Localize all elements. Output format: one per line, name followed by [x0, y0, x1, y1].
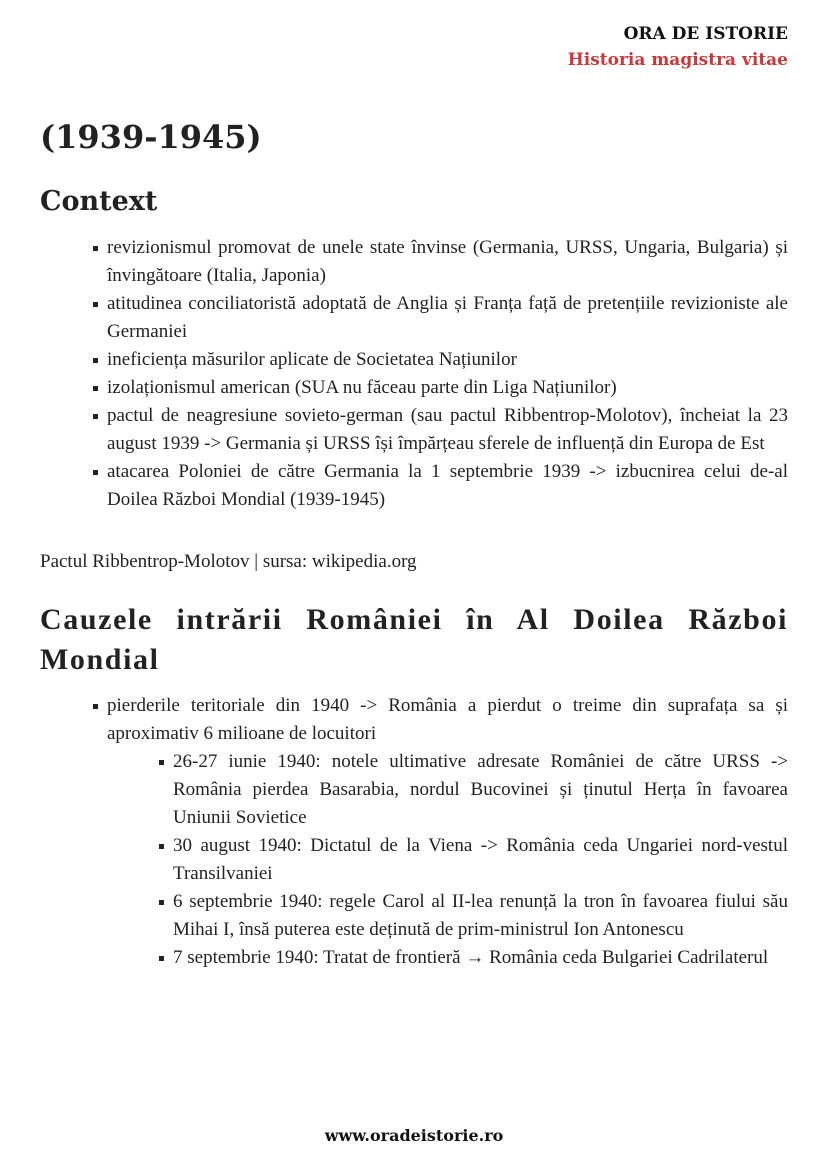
- sub-list-item-text: 7 septembrie 1940: Tratat de frontieră → România ceda Bulgariei Cadrilaterul: [173, 947, 769, 968]
- list-item: [107, 402, 788, 458]
- list-item-text: atacarea Poloniei de către Germania la 1 septembrie 1939 -> izbucnirea celui de-al Doilea Război Mondial (1939-1945): [107, 461, 788, 510]
- list-item: [107, 290, 788, 346]
- list-item-text: pactul de neagresiune sovieto-german (sau pactul Ribbentrop-Molotov), încheiat la 23 august 1939 -> Germania și URSS își împărțeau sferele de influență din Europa de Est: [107, 405, 788, 454]
- site-name: ORA DE ISTORIE: [623, 24, 788, 44]
- bullet-icon: [93, 704, 98, 709]
- sub-list-item: [173, 888, 788, 944]
- bullet-icon: [93, 386, 98, 391]
- list-item-text: pierderile teritoriale din 1940 -> România a pierdut o treime din suprafața sa și aproximativ 6 milioane de locuitori: [107, 695, 788, 744]
- list-item: [107, 374, 788, 402]
- causes-heading: Cauzele intrării României în Al Doilea Război Mondial: [40, 603, 788, 676]
- list-item-text: ineficiența măsurilor aplicate de Societatea Națiunilor: [107, 349, 517, 370]
- sub-list-item: [173, 832, 788, 888]
- context-list: [40, 234, 788, 514]
- list-item: [107, 458, 788, 514]
- bullet-icon: [93, 470, 98, 475]
- list-item-text: izolaționismul american (SUA nu făceau parte din Liga Națiunilor): [107, 377, 617, 398]
- bullet-icon: [159, 956, 164, 961]
- sub-list-item: [173, 944, 788, 972]
- site-tagline: Historia magistra vitae: [567, 50, 788, 70]
- sub-list-item-text: 26-27 iunie 1940: notele ultimative adresate României de către URSS -> România pierdea Basarabia, nordul Bucovinei și ținutul Herța în favoarea Uniunii Sovietice: [173, 751, 788, 828]
- causes-list: [40, 692, 788, 972]
- sub-list-item-text: 6 septembrie 1940: regele Carol al II-lea renunță la tron în favoarea fiului său Mihai I, însă puterea este deținută de prim-ministrul Ion Antonescu: [173, 891, 788, 940]
- bullet-icon: [93, 246, 98, 251]
- list-item: [107, 692, 788, 972]
- bullet-icon: [93, 414, 98, 419]
- footer-url: www.oradeistorie.ro: [324, 1126, 504, 1145]
- list-item-text: atitudinea conciliatoristă adoptată de Anglia și Franța față de pretențiile revizioniste ale Germaniei: [107, 293, 788, 342]
- bullet-icon: [93, 302, 98, 307]
- page-title: (1939-1945): [40, 118, 262, 156]
- bullet-icon: [159, 900, 164, 905]
- page-header: [568, 22, 788, 74]
- context-heading: Context: [40, 186, 158, 217]
- list-item: [107, 234, 788, 290]
- bullet-icon: [93, 358, 98, 363]
- bullet-icon: [159, 760, 164, 765]
- causes-sub-list: [107, 748, 788, 972]
- list-item: [107, 346, 788, 374]
- sub-list-item: [173, 748, 788, 832]
- document-content: [40, 112, 788, 972]
- sub-list-item-text: 30 august 1940: Dictatul de la Viena -> România ceda Ungariei nord-vestul Transilvaniei: [173, 835, 788, 884]
- image-caption: Pactul Ribbentrop-Molotov | sursa: wikipedia.org: [40, 551, 417, 572]
- bullet-icon: [159, 844, 164, 849]
- list-item-text: revizionismul promovat de unele state învinse (Germania, URSS, Ungaria, Bulgaria) și învingătoare (Italia, Japonia): [107, 237, 788, 286]
